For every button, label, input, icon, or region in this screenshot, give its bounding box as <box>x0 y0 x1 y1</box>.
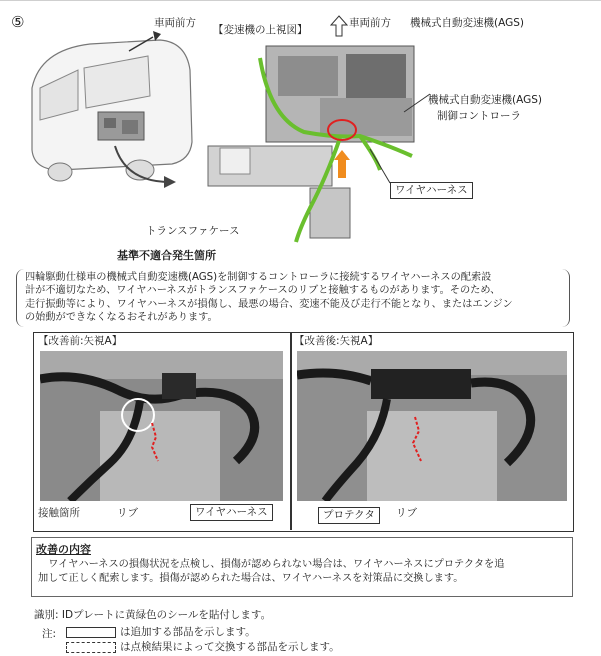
before-photo-drawing <box>40 351 283 501</box>
front-label: 車両前方 <box>349 17 391 29</box>
before-photo <box>40 351 283 501</box>
improvement-line-2: 加して正しく配索します。損傷が認められた場合は、ワイヤハーネスを対策品に交換します。 <box>38 573 464 584</box>
note-replaced-text: は点検結果によって交換する部品を示します。 <box>120 641 340 653</box>
improvement-line-1: ワイヤハーネスの損傷状況を点検し、損傷が認められない場合は、ワイヤハーネスにプロテクタを追 <box>48 559 505 570</box>
improvement-heading: 改善の内容 <box>36 543 91 556</box>
rib-label-after: リブ <box>396 507 417 519</box>
controller-label-line2: 制御コントローラ <box>437 110 521 122</box>
protector-callout: プロテクタ <box>318 507 380 524</box>
vehicle-front-label: 車両前方 <box>154 17 196 29</box>
defect-description <box>16 269 570 327</box>
transmission-diagram <box>200 38 460 250</box>
rib-label-before: リブ <box>117 507 138 519</box>
note-prefix: 注: <box>42 628 57 640</box>
after-photo <box>297 351 567 501</box>
photo-divider <box>290 332 292 530</box>
noncompliance-label: 基準不適合発生箇所 <box>117 249 216 262</box>
defect-line-4: の始動ができなくなるおそれがあります。 <box>25 311 218 323</box>
identification-note: 識別: IDプレートに黄緑色のシールを貼付します。 <box>34 609 272 621</box>
diagram-title: 【変速機の上視図】 <box>213 24 308 36</box>
wire-harness-photo-callout: ワイヤハーネス <box>190 504 273 521</box>
note-added-part <box>66 626 256 639</box>
section-number: ⑤ <box>11 13 25 31</box>
note-added-text: は追加する部品を示します。 <box>120 626 256 638</box>
contact-point-label: 接触箇所 <box>38 507 80 519</box>
improvement-box <box>31 537 573 597</box>
after-title: 【改善後:矢視A】 <box>294 335 379 347</box>
defect-line-3: 走行振動等により、ワイヤハーネスが損傷し、最悪の場合、変速不能及び走行不能となり、またはエンジン <box>25 298 513 310</box>
top-rule <box>0 0 601 1</box>
vehicle-illustration <box>20 30 200 195</box>
front-up-arrow <box>330 14 348 38</box>
after-photo-drawing <box>297 351 567 501</box>
wire-harness-callout: ワイヤハーネス <box>390 182 473 199</box>
defect-line-1: 四輪駆動仕様車の機械式自動変速機(AGS)を制御するコントローラに接続するワイヤハーネスの配索設 <box>25 272 492 283</box>
note-replaced-part <box>66 641 340 654</box>
ags-label: 機械式自動変速機(AGS) <box>410 17 524 29</box>
controller-label-line1: 機械式自動変速機(AGS) <box>428 94 542 106</box>
dashed-legend-box <box>66 642 116 653</box>
before-title: 【改善前:矢視A】 <box>38 335 123 347</box>
transfer-case-label: トランスファケース <box>146 225 240 237</box>
solid-legend-box <box>66 627 116 638</box>
defect-line-2: 計が不適切なため、ワイヤハーネスがトランスファケースのリブと接触するものがあります。そのため、 <box>25 285 501 297</box>
